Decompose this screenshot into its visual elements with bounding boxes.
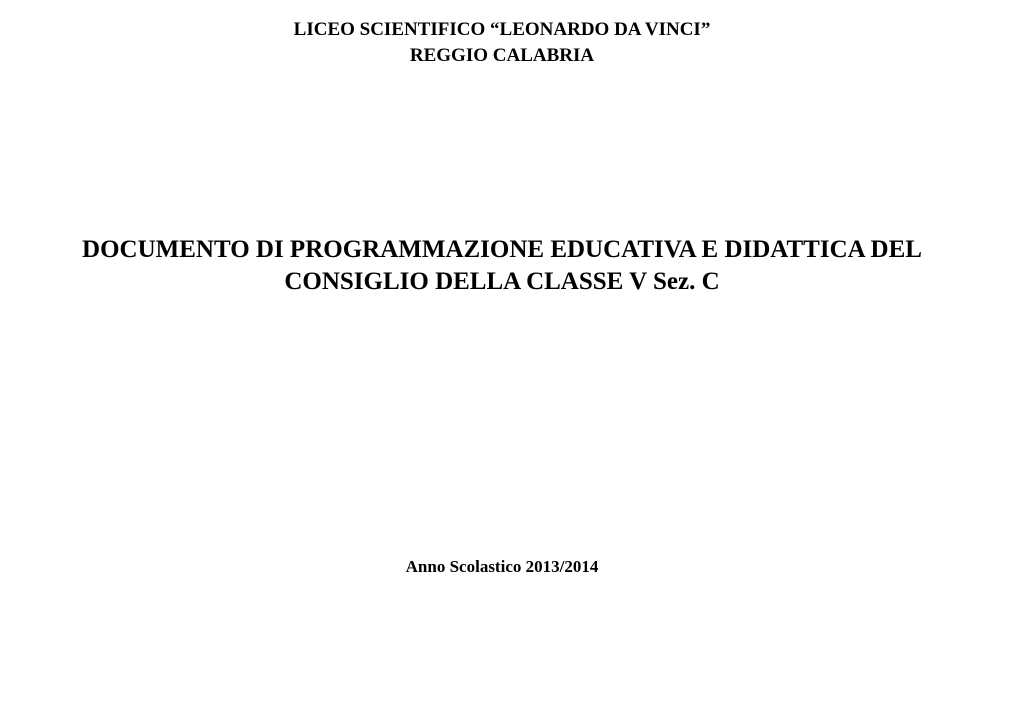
document-title-line-2: CONSIGLIO DELLA CLASSE V Sez. C <box>284 268 720 295</box>
school-city: REGGIO CALABRIA <box>409 45 595 66</box>
school-year: Anno Scolastico 2013/2014 <box>405 557 599 576</box>
school-name: LICEO SCIENTIFICO “LEONARDO DA VINCI” <box>293 19 711 40</box>
document-title-line-1: DOCUMENTO DI PROGRAMMAZIONE EDUCATIVA E DIDATTICA DEL <box>82 236 922 263</box>
